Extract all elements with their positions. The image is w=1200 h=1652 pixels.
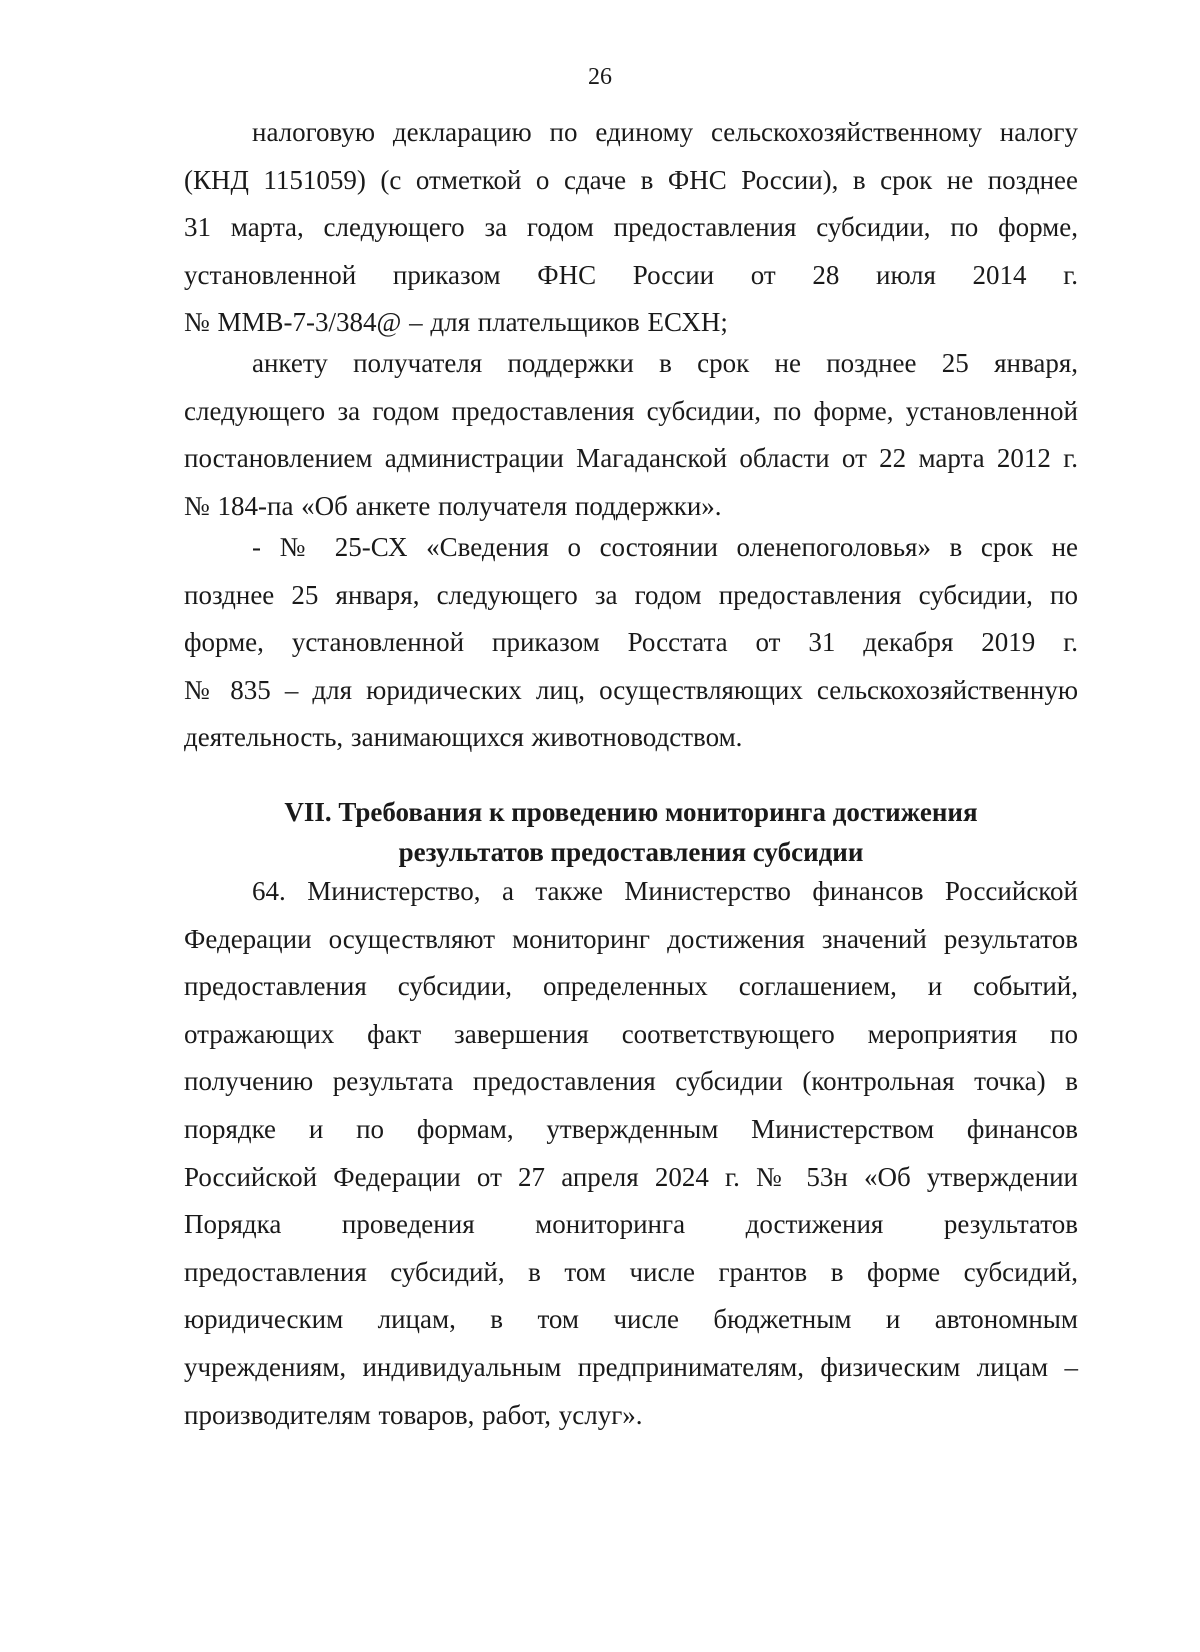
- paragraph-line: учреждениям, индивидуальным предпринимателям, физическим лицам –: [184, 1351, 1078, 1382]
- paragraph-line: постановлением администрации Магаданской области от 22 марта 2012 г.: [184, 443, 1078, 474]
- paragraph-line: установленной приказом ФНС России от 28 июля 2014 г.: [184, 259, 1078, 290]
- paragraph-line: 64. Министерство, а также Министерство финансов Российской: [252, 876, 1078, 906]
- paragraph-line: (КНД 1151059) (с отметкой о сдаче в ФНС России), в срок не позднее: [184, 164, 1078, 195]
- paragraph-reindeer-form: [184, 524, 1078, 762]
- paragraph-line: налоговую декларацию по единому сельскохозяйственному налогу: [252, 117, 1078, 147]
- paragraph-line: 31 марта, следующего за годом предоставления субсидии, по форме,: [184, 212, 1078, 243]
- paragraph-line: отражающих факт завершения соответствующего мероприятия по: [184, 1018, 1078, 1049]
- paragraph-line: предоставления субсидии, определенных соглашением, и событий,: [184, 971, 1078, 1002]
- paragraph-line: анкету получателя поддержки в срок не позднее 25 января,: [252, 348, 1078, 378]
- paragraph-line: следующего за годом предоставления субсидии, по форме, установленной: [184, 395, 1078, 426]
- paragraph-line: производителям товаров, работ, услуг».: [184, 1399, 643, 1430]
- paragraph-line: юридическим лицам, в том числе бюджетным и автономным: [184, 1304, 1078, 1335]
- paragraph-line: № 184-па «Об анкете получателя поддержки».: [184, 490, 722, 521]
- paragraph-line: получению результата предоставления субсидии (контрольная точка) в: [184, 1066, 1078, 1097]
- section-heading-line: VII. Требования к проведению мониторинга достижения: [284, 797, 978, 827]
- paragraph-tax-declaration: [184, 109, 1078, 347]
- paragraph-64-monitoring: [184, 868, 1078, 1439]
- paragraph-recipient-questionnaire: [184, 340, 1078, 530]
- paragraph-line: предоставления субсидий, в том числе грантов в форме субсидий,: [184, 1256, 1078, 1287]
- paragraph-line: Российской Федерации от 27 апреля 2024 г. № 53н «Об утверждении: [184, 1161, 1078, 1192]
- paragraph-line: № 835 – для юридических лиц, осуществляющих сельскохозяйственную: [184, 674, 1078, 705]
- paragraph-line: порядке и по формам, утвержденным Министерством финансов: [184, 1113, 1078, 1144]
- paragraph-line: деятельность, занимающихся животноводством.: [184, 722, 743, 753]
- paragraph-line: позднее 25 января, следующего за годом предоставления субсидии, по: [184, 579, 1078, 610]
- page-number: 26: [588, 64, 612, 90]
- section-heading-line: результатов предоставления субсидии: [398, 837, 864, 867]
- section-heading: [184, 792, 1078, 872]
- paragraph-line: № ММВ-7-3/384@ – для плательщиков ЕСХН;: [184, 307, 728, 338]
- paragraph-line: Порядка проведения мониторинга достижения результатов: [184, 1209, 1078, 1240]
- paragraph-line: Федерации осуществляют мониторинг достижения значений результатов: [184, 923, 1078, 954]
- paragraph-line: - № 25-СХ «Сведения о состоянии оленепоголовья» в срок не: [252, 532, 1078, 562]
- paragraph-line: форме, установленной приказом Росстата от 31 декабря 2019 г.: [184, 627, 1078, 658]
